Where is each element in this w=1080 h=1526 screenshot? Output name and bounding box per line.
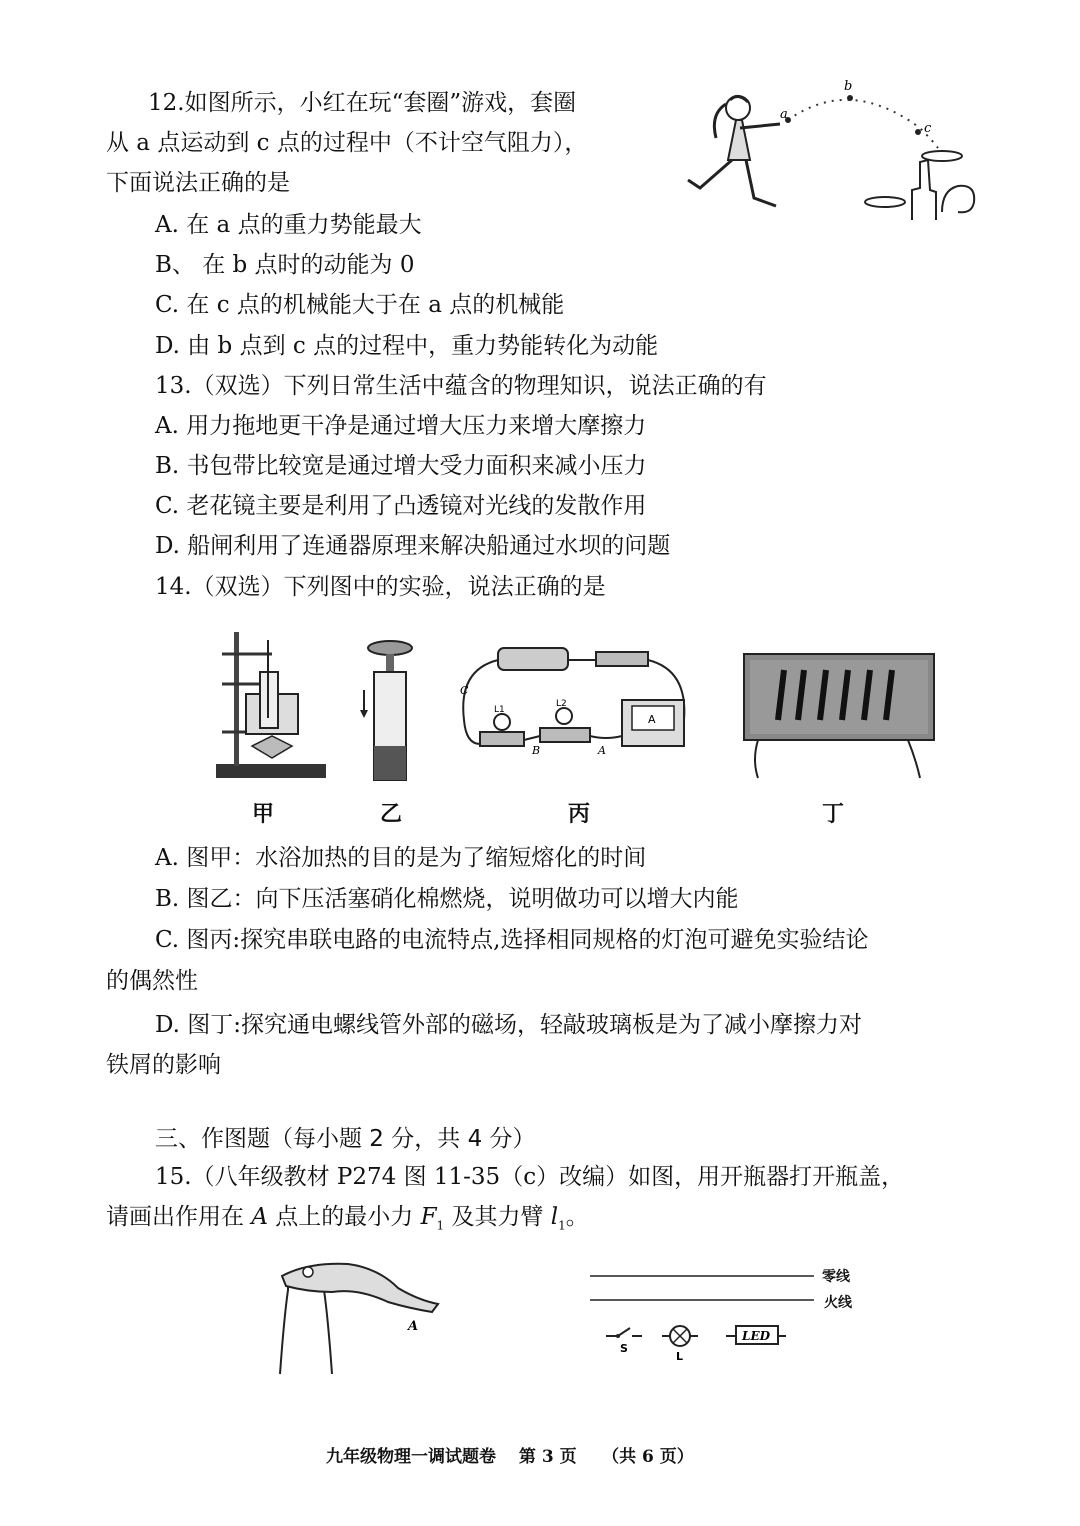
opener-point-a: A: [408, 1319, 419, 1334]
circuit-label-l2: L2: [556, 699, 567, 709]
girl-legs: [688, 160, 776, 206]
q14-stem: 14.（双选）下列图中的实验，说法正确的是: [155, 574, 606, 600]
figure-label-ding: 丁: [822, 802, 845, 827]
figure-label-yi: 乙: [380, 802, 403, 827]
q13-option-c: C. 老花镜主要是利用了凸透镜对光线的发散作用: [155, 493, 647, 519]
circuit-label-b: B: [532, 744, 541, 757]
q14-option-c-line2: 的偶然性: [106, 968, 198, 994]
circuit-label-c: C: [460, 684, 469, 697]
lamp-label: L: [676, 1350, 684, 1363]
q15-text-mid2: 及其力臂: [444, 1204, 551, 1230]
circuit-label-l1: L1: [494, 705, 505, 715]
switch-label: S: [620, 1342, 628, 1355]
figure-label-jia: 甲: [252, 802, 275, 827]
bottle-opener-figure: [268, 1258, 448, 1378]
trajectory: [788, 100, 938, 148]
page-footer: 九年级物理一调试题卷 第 3 页 （共 6 页）: [326, 1447, 694, 1467]
led-label: LED: [742, 1329, 770, 1343]
q12-option-a: A. 在 a 点的重力势能最大: [155, 212, 422, 238]
figure-yi-piston: [360, 636, 420, 786]
q13-option-a: A. 用力拖地更干净是通过增大压力来增大摩擦力: [155, 413, 647, 439]
q15-stem-line2: [106, 1202, 589, 1241]
figure-ding-solenoid: [744, 650, 944, 790]
q15-force-symbol: F: [420, 1204, 437, 1230]
figure-bing-series-circuit: [456, 640, 696, 780]
label-a: a: [780, 107, 788, 122]
label-b: b: [844, 79, 853, 94]
q12-option-b: B、 在 b 点时的动能为 0: [155, 252, 415, 278]
q15-force-subscript: 1: [436, 1218, 445, 1233]
ring-toss-figure: [680, 80, 980, 240]
figure-jia-water-bath: [212, 628, 332, 788]
girl-arm: [740, 124, 780, 128]
q15-arm-symbol: l: [550, 1204, 559, 1230]
q14-option-a: A. 图甲：水浴加热的目的是为了缩短熔化的时间: [155, 845, 647, 871]
q14-option-d-line1: D. 图丁:探究通电螺线管外部的磁场，轻敲玻璃板是为了减小摩擦力对: [155, 1012, 862, 1038]
q12-stem-line1: 12.如图所示，小红在玩“套圈”游戏，套圈: [148, 90, 577, 116]
circuit-label-a: A: [598, 744, 606, 757]
figure-label-bing: 丙: [568, 802, 591, 827]
dog-toy: [942, 186, 974, 212]
q12-stem-line3: 下面说法正确的是: [106, 170, 290, 196]
q15-text-mid: 点上的最小力: [267, 1204, 421, 1230]
q15-stem-line1: 15.（八年级教材 P274 图 11-35（c）改编）如图，用开瓶器打开瓶盖，: [155, 1164, 905, 1190]
neutral-wire-label: 零线: [822, 1269, 850, 1285]
ammeter-label: A: [648, 713, 656, 726]
q14-option-c-line1: C. 图丙:探究串联电路的电流特点,选择相同规格的灯泡可避免实验结论: [155, 927, 869, 953]
giraffe-toy: [912, 160, 936, 220]
q15-arm-subscript: 1: [558, 1218, 566, 1233]
q14-option-b: B. 图乙：向下压活塞硝化棉燃烧，说明做功可以增大内能: [155, 886, 739, 912]
q12-stem-line2: 从 a 点运动到 c 点的过程中（不计空气阻力），: [106, 130, 588, 156]
q15-text-pre: 请画出作用在: [106, 1204, 252, 1230]
q12-option-d: D. 由 b 点到 c 点的过程中，重力势能转化为动能: [155, 333, 659, 359]
section-3-title: 三、作图题（每小题 2 分，共 4 分）: [155, 1126, 536, 1152]
point-c: [915, 129, 921, 135]
q13-stem: 13.（双选）下列日常生活中蕴含的物理知识，说法正确的有: [155, 373, 767, 399]
live-wire-label: 火线: [824, 1295, 852, 1311]
label-c: c: [924, 121, 932, 136]
point-b: [847, 95, 853, 101]
ground-ring: [865, 197, 905, 207]
q15-point-a: A: [251, 1204, 268, 1230]
q13-option-b: B. 书包带比较宽是通过增大受力面积来减小压力: [155, 453, 647, 479]
q14-option-d-line2: 铁屑的影响: [106, 1052, 221, 1078]
q12-option-c: C. 在 c 点的机械能大于在 a 点的机械能: [155, 292, 565, 318]
q13-option-d: D. 船闸利用了连通器原理来解决船通过水坝的问题: [155, 533, 671, 559]
household-wiring-figure: [588, 1262, 828, 1363]
switch-s: [606, 1328, 642, 1336]
q15-text-end: 。: [565, 1204, 589, 1230]
